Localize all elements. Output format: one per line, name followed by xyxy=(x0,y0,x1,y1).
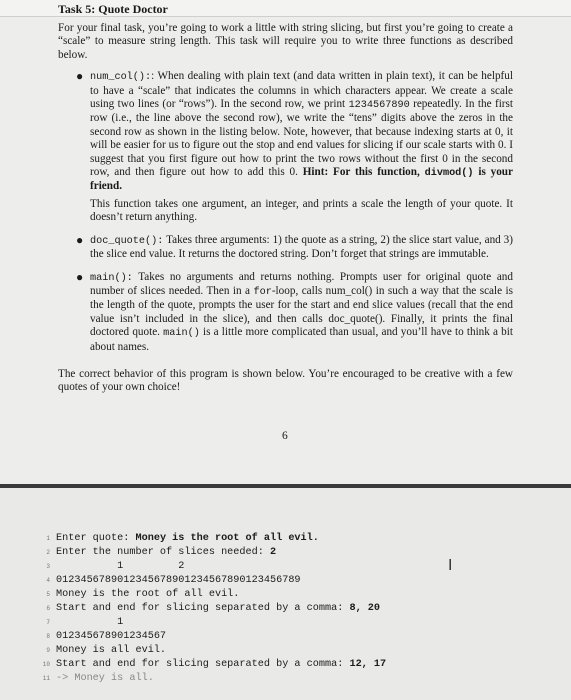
function-name: main(): xyxy=(90,272,133,284)
function-args-note: This function takes one argument, an integer, and prints a scale the length of your quote. It doesn’t return anything. xyxy=(90,197,513,224)
line-number: 3 xyxy=(46,563,50,570)
line-number: 8 xyxy=(46,633,50,640)
function-list xyxy=(58,70,513,354)
user-input: 12, 17 xyxy=(349,659,387,670)
hint-label: Hint: For this function, xyxy=(302,166,425,179)
main-code: main() xyxy=(163,328,200,340)
line-number: 9 xyxy=(46,647,50,654)
line-number: 6 xyxy=(46,605,50,612)
line-number: 2 xyxy=(46,549,50,556)
line-text: Money is all evil. xyxy=(56,645,167,656)
bullet-icon: ● xyxy=(76,69,84,84)
line-text: Start and end for slicing separated by a comma: xyxy=(56,603,350,614)
top-strip xyxy=(0,0,571,17)
line-number: 1 xyxy=(46,535,50,542)
terminal-line xyxy=(46,616,386,630)
terminal-line xyxy=(46,546,386,560)
line-number: 7 xyxy=(46,619,50,626)
line-number: 11 xyxy=(42,675,50,682)
terminal-line xyxy=(46,602,386,616)
line-text: 1 2 xyxy=(56,561,185,572)
terminal-line xyxy=(46,560,386,574)
line-text: Enter the number of slices needed: xyxy=(56,547,270,558)
line-text: -> Money is all. xyxy=(56,673,154,684)
function-name: doc_quote(): xyxy=(90,235,164,247)
task-content xyxy=(58,22,513,403)
line-text: 012345678901234567 xyxy=(56,631,167,642)
digits-code: 1234567890 xyxy=(348,100,410,112)
line-text: 1 xyxy=(56,617,124,628)
terminal-line xyxy=(46,574,386,588)
function-desc-cont: repeatedly. In the first row (i.e., the line above the second row), we write the “tens” digits above the zeros in the second row as shown in the listing below. Note, however, that because indexing starts at 0, it will be easier for us to figure out the stop and end values for slicing if our scale starts with 0. I suggest that you first figure out how to print the two rows without the first 0 in the second row, and then figure out how to add this 0. xyxy=(90,98,513,179)
function-item-doc-quote xyxy=(58,234,513,262)
terminal-line xyxy=(46,532,386,546)
task-title: Task 5: Quote Doctor xyxy=(58,2,168,16)
intro-paragraph: For your final task, you’re going to work a little with string slicing, but first you’re going to create a “scale” to measure string length. This task will require you to write three functions as described below. xyxy=(58,22,513,61)
bullet-icon: ● xyxy=(76,232,84,247)
terminal-line xyxy=(46,588,386,602)
line-number: 5 xyxy=(46,591,50,598)
line-text: Start and end for slicing separated by a comma: xyxy=(56,659,350,670)
terminal-line xyxy=(42,672,386,686)
function-item-num-col xyxy=(58,70,513,224)
hint-end: is your friend. xyxy=(90,166,513,193)
terminal-output[interactable] xyxy=(0,488,571,700)
function-desc: Takes no arguments and returns nothing. Prompts user for original quote and number of slices needed. Then in a xyxy=(90,270,513,297)
user-input: Money is the root of all evil. xyxy=(135,533,319,544)
function-item-main xyxy=(58,271,513,354)
terminal-line xyxy=(42,658,387,672)
closing-paragraph: The correct behavior of this program is shown below. You’re encouraged to be creative with a few quotes of your own choice! xyxy=(58,367,513,394)
function-desc: : When dealing with plain text (and data written in plain text), it can be helpful to have a “scale” that indicates the columns in which characters appear. We create a scale using two lines (or “rows”). In the second row, we print xyxy=(90,70,513,111)
terminal-line xyxy=(46,630,386,644)
line-number: 4 xyxy=(46,577,50,584)
terminal-line xyxy=(46,644,386,658)
bullet-icon: ● xyxy=(76,269,84,284)
line-text: Enter quote: xyxy=(56,533,136,544)
terminal-lines xyxy=(42,532,387,686)
hint-code: divmod() xyxy=(424,168,474,180)
page-number: 6 xyxy=(282,430,288,442)
for-code: for xyxy=(253,286,272,298)
user-input: 2 xyxy=(269,547,277,558)
text-cursor-icon: I xyxy=(448,556,453,574)
line-text: 0123456789012345678901234567890123456789 xyxy=(56,575,301,586)
function-desc-end: is a little more complicated than usual, and you’ll have to think a bit about names. xyxy=(90,326,513,353)
line-number: 10 xyxy=(42,661,50,668)
user-input: 8, 20 xyxy=(349,603,381,614)
function-desc: Takes three arguments: 1) the quote as a string, 2) the slice start value, and 3) the slice end value. It returns the doctored string. Don’t forget that strings are immutable. xyxy=(90,233,513,261)
line-text: Money is the root of all evil. xyxy=(56,589,240,600)
function-name: num_col(): xyxy=(90,72,152,84)
function-desc-cont: -loop, calls num_col() in such a way that the scale is the length of the quote, prompts the user for the start and end slice values (recall that the end value isn’t included in the slice), and then calls doc_quote(). Finally, it prints the final doctored quote. xyxy=(90,284,513,339)
